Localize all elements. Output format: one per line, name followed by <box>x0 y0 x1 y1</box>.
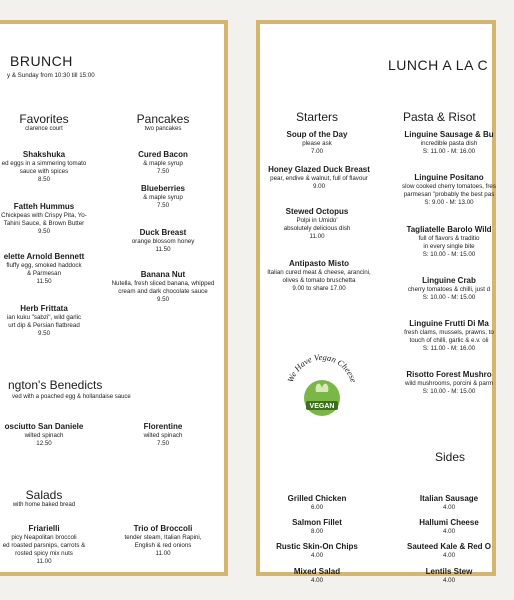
item-desc: cherry tomatoes & chilli, just d <box>407 286 491 293</box>
item-name: Herb Frittata <box>20 304 68 313</box>
starters-heading: Starters <box>295 110 338 124</box>
item-price: 7.50 <box>156 168 170 175</box>
menu-item-mixed-salad <box>262 567 372 585</box>
item-name: Sauteed Kale & Red O <box>406 542 492 551</box>
item-desc: parmesan "probably the best pas <box>403 191 495 198</box>
item-price: 4.00 <box>310 577 324 584</box>
menu-item-herb-frittata <box>0 304 94 338</box>
benedicts-sub: ved with a poached egg & hollandaise sauce <box>12 394 131 400</box>
item-name: Grilled Chicken <box>287 494 347 503</box>
item-desc: Chickpeas with Crispy Pita, Yo- <box>1 212 87 219</box>
item-desc: & Parmesan <box>26 270 62 277</box>
item-desc: in every single bite <box>423 243 475 250</box>
side-italian-sausage <box>384 494 514 512</box>
menu-item-banana-nut <box>106 270 220 304</box>
item-desc: pear, endive & walnut, full of flavour <box>270 175 368 182</box>
item-price: 8.00 <box>310 528 324 535</box>
vegan-badge-graphic <box>280 344 364 428</box>
item-name: Hallumi Cheese <box>419 518 479 527</box>
item-price: 9.00 <box>312 183 326 190</box>
menu-item-grilled-chicken <box>262 494 372 512</box>
item-name: Blueberries <box>140 184 186 193</box>
item-name: Italian Sausage <box>419 494 479 503</box>
favorites-heading: Favorites <box>19 112 69 126</box>
menu-item-octopus <box>262 207 372 241</box>
item-desc: sauce with spices <box>19 168 69 175</box>
item-price: 4.00 <box>442 552 456 559</box>
item-name: Antipasto Misto <box>289 259 349 268</box>
item-desc: picy Neapolitan broccoli <box>11 534 77 541</box>
item-price: 4.00 <box>442 504 456 511</box>
svg-text:We Have Vegan Cheese <box>285 352 359 384</box>
item-price: S: 11.00 - M: 16.00 <box>422 345 476 352</box>
brunch-hours: y & Sunday from 10:30 till 15:00 <box>7 72 95 79</box>
lunch-menu-panel <box>256 20 496 584</box>
favorites-header <box>0 112 94 132</box>
side-sauteed-kale <box>384 542 514 560</box>
menu-item-salmon <box>262 518 372 536</box>
item-desc: tender steam, Italian Rapini, <box>124 534 202 541</box>
menu-item-omelette <box>0 252 94 286</box>
item-price: S: 10.00 - M: 15.00 <box>422 388 476 395</box>
item-name: Linguine Positano <box>414 173 484 182</box>
lunch-title: LUNCH A LA C <box>388 57 489 73</box>
item-desc: slow cooked cherry tomatoes, fres <box>402 183 496 190</box>
item-name: Trio of Broccoli <box>133 524 193 533</box>
menu-item-prosciutto <box>0 422 94 448</box>
pancakes-header <box>110 112 216 132</box>
item-name: Lentils Stew <box>425 567 473 576</box>
pasta-heading: Pasta & Risot <box>403 110 476 124</box>
item-price: 11.00 <box>155 550 171 557</box>
item-name: Duck Breast <box>139 228 187 237</box>
menu-item-linguine-sausage <box>384 130 514 156</box>
item-price: 9.50 <box>37 330 51 337</box>
item-desc: rosted spicy mix nuts <box>15 550 73 557</box>
item-desc: English & red onions <box>134 542 192 549</box>
benedicts-header <box>0 378 224 400</box>
item-price: 11.00 <box>309 233 325 240</box>
salads-sub: with home baked bread <box>12 502 76 508</box>
item-desc: Italian cured meat & cheese, arancini, <box>267 269 371 276</box>
item-name: Stewed Octopus <box>285 207 349 216</box>
menu-item-antipasto <box>260 259 378 293</box>
menu-item-cured-bacon <box>110 150 216 176</box>
menu-item-friarielli <box>0 524 94 566</box>
item-price: S: 10.00 - M: 15.00 <box>422 251 476 258</box>
item-price: S: 11.00 - M: 16.00 <box>422 148 476 155</box>
menu-item-blueberries <box>110 184 216 210</box>
sides-heading: Sides <box>434 450 466 464</box>
menu-item-soup <box>262 130 372 156</box>
menu-item-frutti-di-mare <box>384 319 514 353</box>
side-lentils-stew <box>384 567 514 585</box>
item-name: Fatteh Hummus <box>13 202 75 211</box>
item-desc: wild mushrooms, porcini & parm <box>404 380 494 387</box>
item-desc: ed roasted parsnips, carrots & <box>2 542 86 549</box>
item-price: 6.00 <box>310 504 324 511</box>
item-price: 11.50 <box>36 278 52 285</box>
menu-item-duck-glazed <box>260 165 378 191</box>
item-name: osciutto San Daniele <box>4 422 84 431</box>
item-price: 4.00 <box>442 528 456 535</box>
item-desc: full of flavors & traditio <box>418 235 480 242</box>
item-name: Risotto Forest Mushro <box>406 370 492 379</box>
menu-item-risotto-mushroom <box>384 370 514 396</box>
item-price: 11.50 <box>155 246 171 253</box>
item-name: Honey Glazed Duck Breast <box>268 165 370 174</box>
item-name: Friarielli <box>28 524 60 533</box>
item-desc: olives & tomato bruschetta <box>282 277 356 284</box>
item-name: Salmon Fillet <box>292 518 342 527</box>
item-desc: wilted spinach <box>143 432 183 439</box>
item-name: Soup of the Day <box>286 130 348 139</box>
item-desc: absolutely delicious dish <box>283 225 351 232</box>
item-desc: Tahini Sauce, & Brown Butter <box>3 220 85 227</box>
badge-arc-text: We Have Vegan Cheese <box>285 351 359 384</box>
item-desc: incredible pasta dish <box>420 140 478 147</box>
menu-item-linguine-crab <box>384 276 514 302</box>
badge-vegan-label: VEGAN <box>309 403 335 410</box>
item-price: 4.00 <box>442 577 456 584</box>
menu-item-shakshuka <box>0 150 94 184</box>
menu-item-chips <box>262 542 372 560</box>
item-desc: orange blossom honey <box>131 238 195 245</box>
item-desc: please ask <box>302 140 332 147</box>
item-desc: ed eggs in a simmering tomato <box>1 160 87 167</box>
item-desc: ian kuku "sabzi", wild garlic <box>6 314 82 321</box>
benedicts-heading: ngton's Benedicts <box>8 378 103 392</box>
pancakes-sub: two pancakes <box>144 126 182 132</box>
favorites-sub: clarence court <box>25 126 63 132</box>
item-name: elette Arnold Bennett <box>3 252 85 261</box>
menu-item-tagliatelle <box>384 225 514 259</box>
menu-item-trio-broccoli <box>110 524 216 558</box>
item-name: Linguine Sausage & Bu <box>404 130 494 139</box>
item-desc: & maple syrup <box>143 194 183 201</box>
item-desc: urt dip & Persian flatbread <box>8 322 80 329</box>
item-desc: fluffy egg, smoked haddock <box>6 262 82 269</box>
item-name: Mixed Salad <box>293 567 341 576</box>
item-desc: fresh clams, mussels, prawns, to <box>404 329 494 336</box>
pancakes-heading: Pancakes <box>136 112 190 126</box>
item-desc: & maple syrup <box>143 160 183 167</box>
item-price: S: 9.00 - M: 13.00 <box>424 199 474 206</box>
menu-item-linguine-positano <box>384 173 514 207</box>
menu-item-duck-breast <box>110 228 216 254</box>
item-name: Shakshuka <box>22 150 66 159</box>
item-price: 9.00 to share 17.00 <box>292 285 346 292</box>
item-price: 11.00 <box>36 558 52 565</box>
item-name: Linguine Frutti Di Ma <box>409 319 489 328</box>
item-price: 9.50 <box>156 296 170 303</box>
salads-heading: Salads <box>25 488 63 502</box>
item-desc: Polpi in Umido' <box>296 217 338 224</box>
item-price: 7.50 <box>156 440 170 447</box>
item-name: Florentine <box>143 422 183 431</box>
item-name: Cured Bacon <box>138 150 188 159</box>
item-price: 7.00 <box>310 148 324 155</box>
item-price: 8.50 <box>37 176 51 183</box>
item-desc: Nutella, fresh sliced banana, whipped <box>111 280 215 287</box>
item-price: 7.50 <box>156 202 170 209</box>
item-price: 4.00 <box>310 552 324 559</box>
item-name: Tagliatelle Barolo Wild <box>406 225 492 234</box>
item-desc: cream and dark chocolate sauce <box>118 288 208 295</box>
item-price: S: 10.00 - M: 15.00 <box>422 294 476 301</box>
brunch-menu-panel <box>0 20 228 576</box>
item-name: Linguine Crab <box>422 276 476 285</box>
item-price: 12.50 <box>36 440 52 447</box>
vegan-cheese-badge <box>280 344 364 428</box>
brunch-title: BRUNCH <box>10 53 73 69</box>
side-hallumi <box>384 518 514 536</box>
salads-header <box>0 488 94 508</box>
menu-item-fatteh-hummus <box>0 202 94 236</box>
item-name: Rustic Skin-On Chips <box>276 542 358 551</box>
item-desc: touch of chilli, garlic & e.v. oli <box>409 337 489 344</box>
item-name: Banana Nut <box>140 270 186 279</box>
menu-item-florentine <box>110 422 216 448</box>
item-desc: wilted spinach <box>24 432 64 439</box>
item-price: 9.50 <box>37 228 51 235</box>
